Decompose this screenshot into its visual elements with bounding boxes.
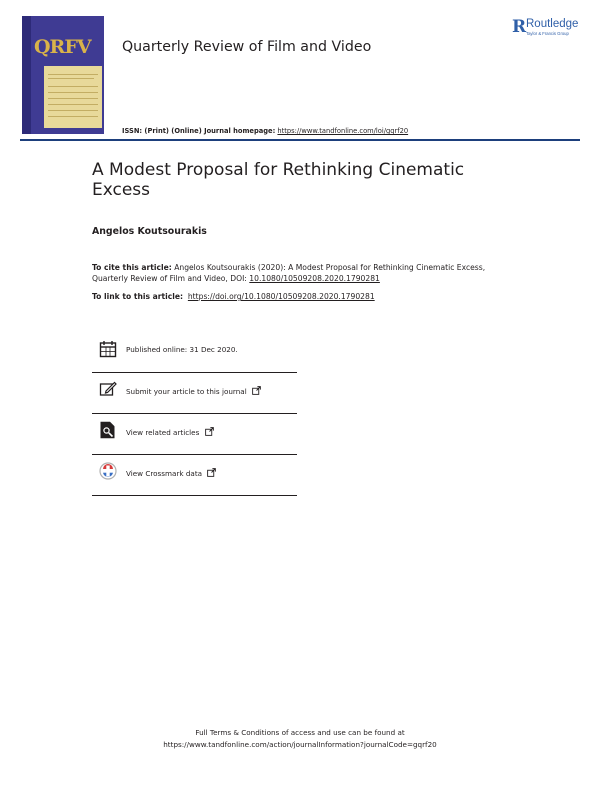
divider [92, 495, 297, 496]
external-link-icon [205, 427, 214, 436]
related-articles-icon [99, 421, 117, 439]
cite-label: To cite this article: [92, 263, 172, 272]
submit-article-link[interactable] [126, 386, 261, 396]
footer-url[interactable]: https://www.tandfonline.com/action/journalInformation?journalCode=gqrf20 [163, 740, 437, 749]
issn-line [122, 127, 408, 135]
submit-article-label: Submit your article to this journal [126, 387, 247, 396]
cover-title: QRFV [34, 36, 91, 58]
article-link-line [92, 292, 375, 301]
divider [92, 413, 297, 414]
routledge-logo[interactable] [512, 17, 584, 39]
external-link-icon [207, 468, 216, 477]
footer-terms: Full Terms & Conditions of access and use can be found at [195, 728, 405, 737]
cite-text: Angelos Koutsourakis (2020): A Modest Proposal for Rethinking Cinematic Excess, Quarterly Review of Film and Video, DOI: [92, 263, 486, 283]
publisher-name: Routledge [526, 18, 579, 30]
article-title: A Modest Proposal for Rethinking Cinematic Excess [92, 160, 465, 200]
journal-homepage-link[interactable]: https://www.tandfonline.com/loi/gqrf20 [277, 127, 409, 135]
routledge-r-icon: R [512, 17, 527, 37]
calendar-icon [99, 340, 117, 358]
journal-title: Quarterly Review of Film and Video [122, 39, 372, 55]
link-label: To link to this article: [92, 292, 184, 301]
related-articles-link[interactable] [126, 427, 214, 437]
issn-label: ISSN: (Print) (Online) Journal homepage: [122, 127, 276, 135]
doi-link[interactable]: 10.1080/10509208.2020.1790281 [249, 274, 380, 283]
divider [92, 454, 297, 455]
article-author: Angelos Koutsourakis [92, 226, 207, 237]
publisher-subtitle: Taylor & Francis Group [526, 31, 569, 36]
cover-panel [44, 66, 102, 128]
citation-block [92, 262, 512, 284]
divider [92, 372, 297, 373]
journal-cover-image [22, 16, 104, 134]
published-date: Published online: 31 Dec 2020. [126, 345, 238, 354]
cover-spine [22, 16, 31, 134]
related-articles-label: View related articles [126, 428, 200, 437]
header-divider [20, 139, 580, 141]
crossmark-icon [99, 462, 117, 480]
crossmark-label: View Crossmark data [126, 469, 203, 478]
crossmark-link[interactable] [126, 468, 216, 478]
edit-icon [99, 380, 117, 398]
external-link-icon [252, 386, 261, 395]
article-doi-url[interactable]: https://doi.org/10.1080/10509208.2020.1790281 [187, 292, 375, 301]
